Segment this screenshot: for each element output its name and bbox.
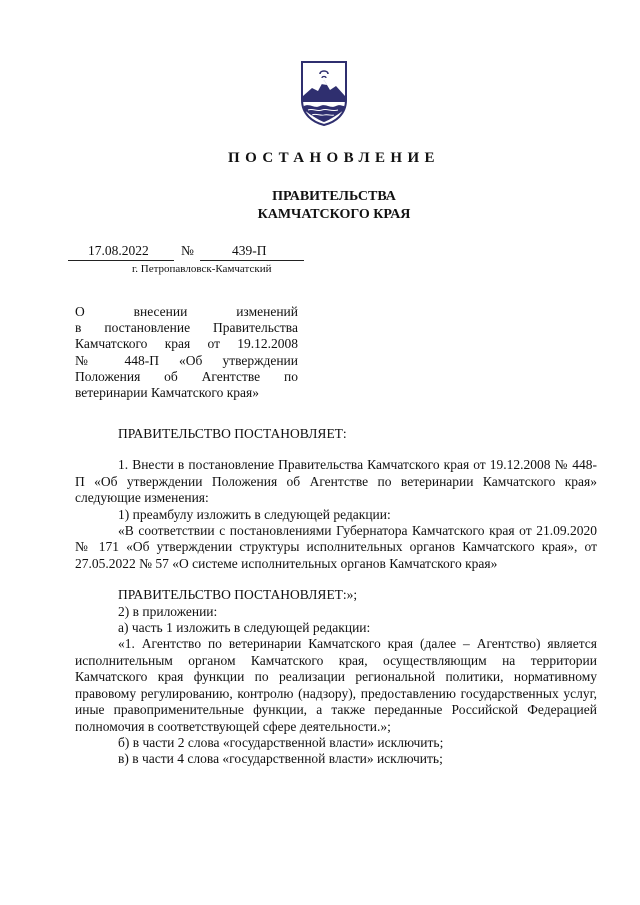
document-subject <box>75 304 298 401</box>
paragraph: ПРАВИТЕЛЬСТВО ПОСТАНОВЛЯЕТ:»; <box>118 587 358 603</box>
paragraph: а) часть 1 изложить в следующей редакции: <box>118 620 371 636</box>
subject-line: ветеринарии Камчатского края» <box>75 385 260 401</box>
subject-line: № 448-П «Об утверждении <box>75 352 298 368</box>
paragraph: б) в части 2 слова «государственной власти» исключить; <box>118 734 444 750</box>
issuer-line-1: ПРАВИТЕЛЬСТВА <box>272 189 396 204</box>
number-sign: № <box>181 243 194 258</box>
number-underline <box>200 260 304 261</box>
subject-line: в постановление Правительства <box>75 320 298 336</box>
subject-line: Положения об Агентстве по <box>75 368 298 384</box>
subject-line: Камчатского края от 19.12.2008 <box>75 336 298 352</box>
document-number: 439-П <box>232 243 267 258</box>
resolves-heading: ПРАВИТЕЛЬСТВО ПОСТАНОВЛЯЕТ: <box>118 426 347 441</box>
paragraph: 1. Внести в постановление Правительства Камчатского края от 19.12.2008 № 448-П «Об утверждении Положения об Агентстве по ветеринарии Камчатского края» следующие изменения: <box>75 457 597 506</box>
document-date: 17.08.2022 <box>88 243 149 258</box>
paragraph: «1. Агентство по ветеринарии Камчатского края (далее – Агентство) является исполнительным органом Камчатского края, осуществляющим на территории Камчатского края функции по реализации региональной политики, нормативному правовому регулированию, контролю (надзору), предоставлению государственных услуг, иные правоприменительные функции, а также переданные Российской Федерацией полномочия в соответствующей сфере деятельности.»; <box>75 636 597 734</box>
issuer-line-2: КАМЧАТСКОГО КРАЯ <box>257 207 411 222</box>
paragraph: «В соответствии с постановлениями Губернатора Камчатского края от 21.09.2020 № 171 «Об утверждении структуры исполнительных органов Камчатского края», от 27.05.2022 № 57 «О системе исполнительных органов Камчатского края» <box>75 523 597 571</box>
city-of-issue: г. Петропавловск-Камчатский <box>132 263 272 275</box>
paragraph: 2) в приложении: <box>118 603 218 619</box>
paragraph: 1) преамбулу изложить в следующей редакции: <box>118 506 391 522</box>
date-underline <box>68 260 174 261</box>
subject-line: О внесении изменений <box>75 304 298 319</box>
document-type-title: ПОСТАНОВЛЕНИЕ <box>228 150 440 166</box>
paragraph: в) в части 4 слова «государственной власти» исключить; <box>118 751 443 767</box>
document-body <box>75 426 597 768</box>
kamchatka-coat-of-arms-icon <box>300 60 348 126</box>
